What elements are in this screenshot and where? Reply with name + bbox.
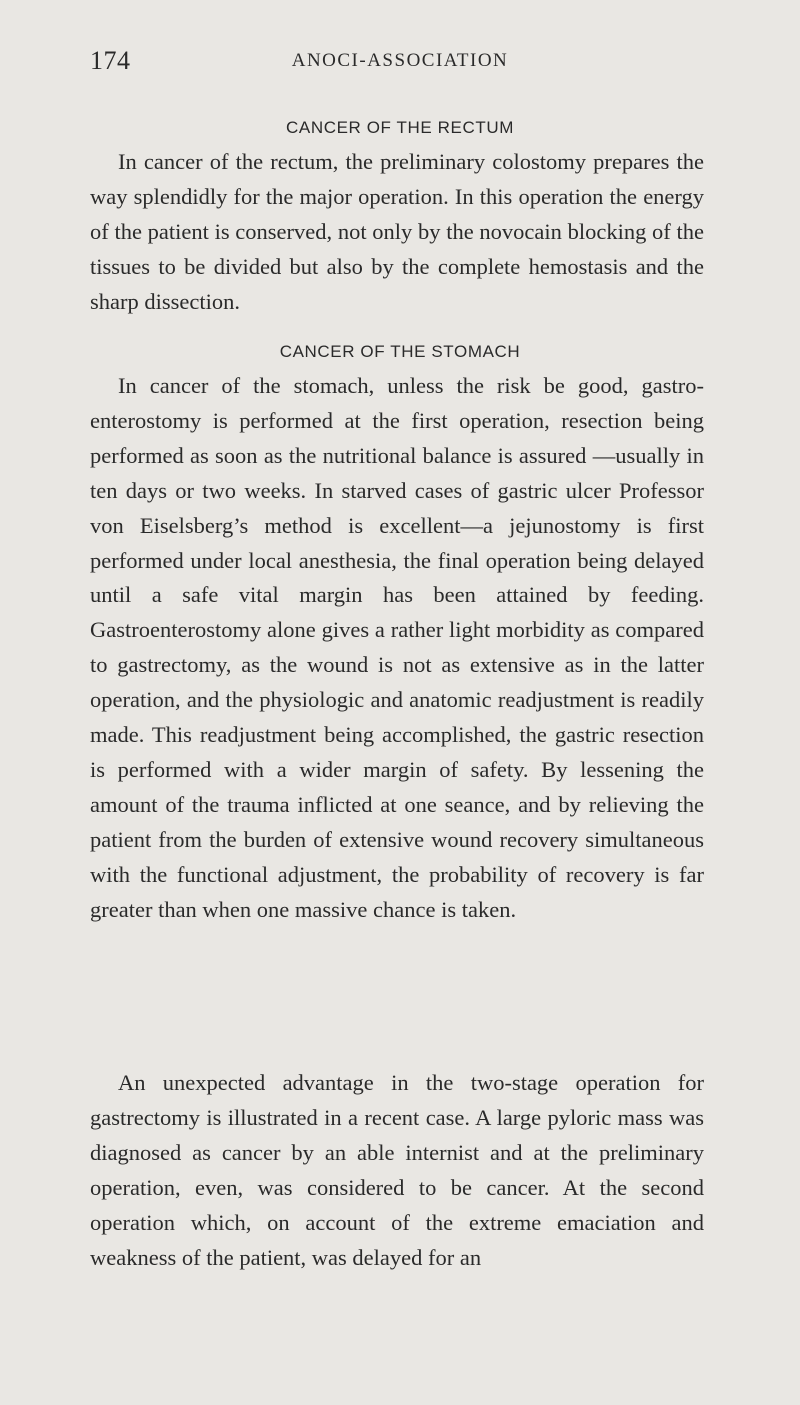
running-head [0, 46, 800, 78]
section-heading-rectum: CANCER OF THE RECTUM [286, 118, 514, 137]
paragraph-rectum: In cancer of the rectum, the preliminary colostomy prepares the way splendidly for the major operation. In this operation the energy of the patient is conserved, not only by the novocain blocking of the tissues to be divided but also by the complete hemostasis and the sharp dissection. [90, 149, 704, 314]
paragraph-stomach-2: An unexpected advantage in the two-stage operation for gastrectomy is illustrated in a recent case. A large pyloric mass was diagnosed as cancer by an able internist and at the preliminary operation, even, was considered to be cancer. At the second operation which, on account of the extreme emaciation and weakness of the patient, was delayed for an [90, 1070, 704, 1270]
section-heading-stomach: CANCER OF THE STOMACH [279, 342, 521, 361]
paragraph-stomach-1: In cancer of the stomach, unless the risk be good, gastro-enterostomy is performed at the first operation, resection being performed as soon as the nutritional balance is assured —usually in ten days or two weeks. In starved cases of gastric ulcer Professor von Eiselsberg’s method is excellent—a jejunostomy is first performed under local anesthesia, the final operation being delayed until a safe vital margin has been attained by feeding. Gastroenterostomy alone gives a rather light morbidity as compared to gastrectomy, as the wound is not as extensive as in the latter operation, and the physiologic and anatomic readjustment is readily made. This readjustment being accomplished, the gastric resection is performed with a wider margin of safety. By lessening the amount of the trauma inflicted at one seance, and by relieving the patient from the burden of extensive wound recovery simultaneous with the functional adjustment, the probability of recovery is far greater than when one massive chance is taken. [90, 373, 704, 922]
running-title: ANOCI-ASSOCIATION [291, 50, 509, 71]
page-number: 174 [90, 46, 131, 75]
